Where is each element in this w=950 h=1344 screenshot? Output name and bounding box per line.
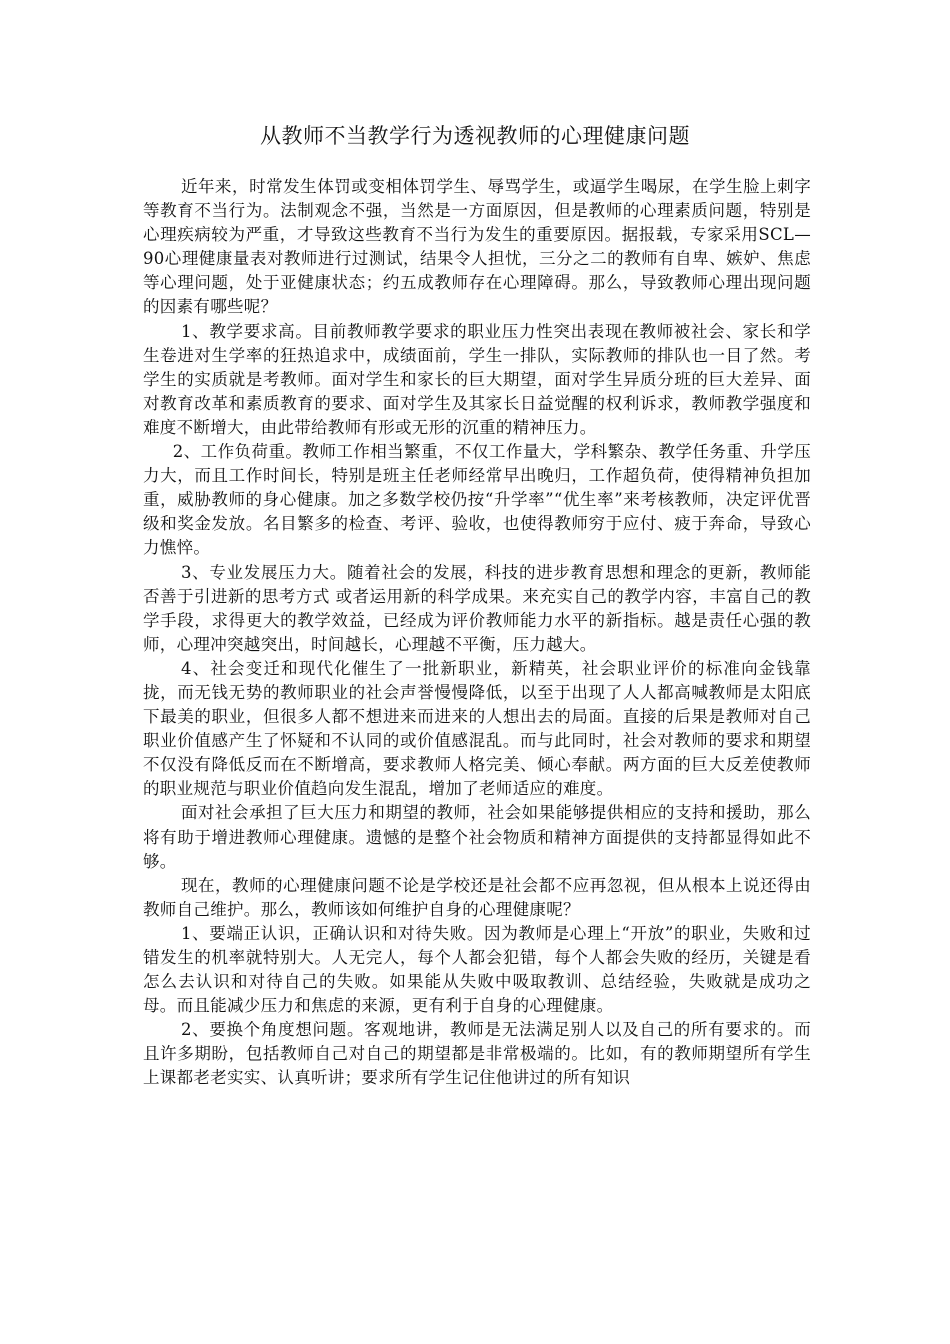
document-body [143,175,811,1091]
paragraph-society-support: 面对社会承担了巨大压力和期望的教师，社会如果能够提供相应的支持和援助，那么将有助于增进教师心理健康。遗憾的是整个社会物质和精神方面提供的支持都显得如此不够。 [143,803,811,871]
paragraph-method-2: 2、要换个角度想问题。客观地讲，教师是无法满足别人以及自己的所有要求的。而且许多期盼，包括教师自己对自己的期望都是非常极端的。比如，有的教师期望所有学生上课都老老实实、认真听讲；要求所有学生记住他讲过的所有知识 [143,1020,811,1088]
paragraph-intro: 近年来，时常发生体罚或变相体罚学生、辱骂学生，或逼学生喝尿，在学生脸上刺字等教育不当行为。法制观念不强，当然是一方面原因，但是教师的心理素质问题，特别是心理疾病较为严重，才导致这些教育不当行为发生的重要原因。据报载，专家采用SCL—90心理健康量表对教师进行过测试，结果令人担忧，三分之二的教师有自卑、嫉妒、焦虑等心理问题，处于亚健康状态；约五成教师存在心理障碍。那么，导致教师心理出现问题的因素有哪些呢？ [143,177,811,317]
paragraph-factor-3: 3、专业发展压力大。随着社会的发展，科技的进步教育思想和理念的更新，教师能否善于引进新的思考方式 或者运用新的科学成果。来充实自己的教学内容，丰富自己的教学手段，求得更大的教学效益，已经成为评价教师能力水平的新指标。越是责任心强的教师，心理冲突越突出，时间越长，心理越不平衡，压力越大。 [143,562,811,654]
paragraph-factor-2: 2、工作负荷重。教师工作相当繁重，不仅工作量大，学科繁杂、教学任务重、升学压力大，而且工作时间长，特别是班主任老师经常早出晚归，工作超负荷，使得精神负担加重，威胁教师的身心健康。加之多数学校仍按“升学率”“优生率”来考核教师，决定评优晋级和奖金发放。名目繁多的检查、考评、验收，也使得教师穷于应付、疲于奔命，导致心力憔悴。 [143,442,811,558]
paragraph-method-1: 1、要端正认识，正确认识和对待失败。因为教师是心理上“开放”的职业，失败和过错发生的机率就特别大。人无完人，每个人都会犯错，每个人都会失败的经历，关键是看怎么去认识和对待自己的失败。如果能从失败中吸取教训、总结经验，失败就是成功之母。而且能减少压力和焦虑的来源，更有利于自身的心理健康。 [143,923,811,1016]
paragraph-factor-1: 1、教学要求高。目前教师教学要求的职业压力性突出表现在教师被社会、家长和学生卷进对生学率的狂热追求中，成绩面前，学生一排队，实际教师的排队也一目了然。考学生的实质就是考教师。面对学生和家长的巨大期望，面对学生异质分班的巨大差异、面对教育改革和素质教育的要求、面对学生及其家长日益觉醒的权利诉求，教师教学强度和难度不断增大，由此带给教师有形或无形的沉重的精神压力。 [143,321,811,437]
document-title: 从教师不当教学行为透视教师的心理健康问题 [260,124,690,148]
paragraph-self-maintenance: 现在，教师的心理健康问题不论是学校还是社会都不应再忽视，但从根本上说还得由教师自己维护。那么，教师该如何维护自身的心理健康呢？ [143,875,811,919]
paragraph-factor-4: 4、社会变迁和现代化催生了一批新职业，新精英，社会职业评价的标准向金钱靠拢，而无钱无势的教师职业的社会声誉慢慢降低，以至于出现了人人都高喊教师是太阳底下最美的职业，但很多人都不想进来而进来的人想出去的局面。直接的后果是教师对自己职业价值感产生了怀疑和不认同的或价值感混乱。而与此同时，社会对教师的要求和期望不仅没有降低反而在不断增高，要求教师人格完美、倾心奉献。两方面的巨大反差使教师的职业规范与职业价值趋向发生混乱，增加了老师适应的难度。 [143,658,811,799]
